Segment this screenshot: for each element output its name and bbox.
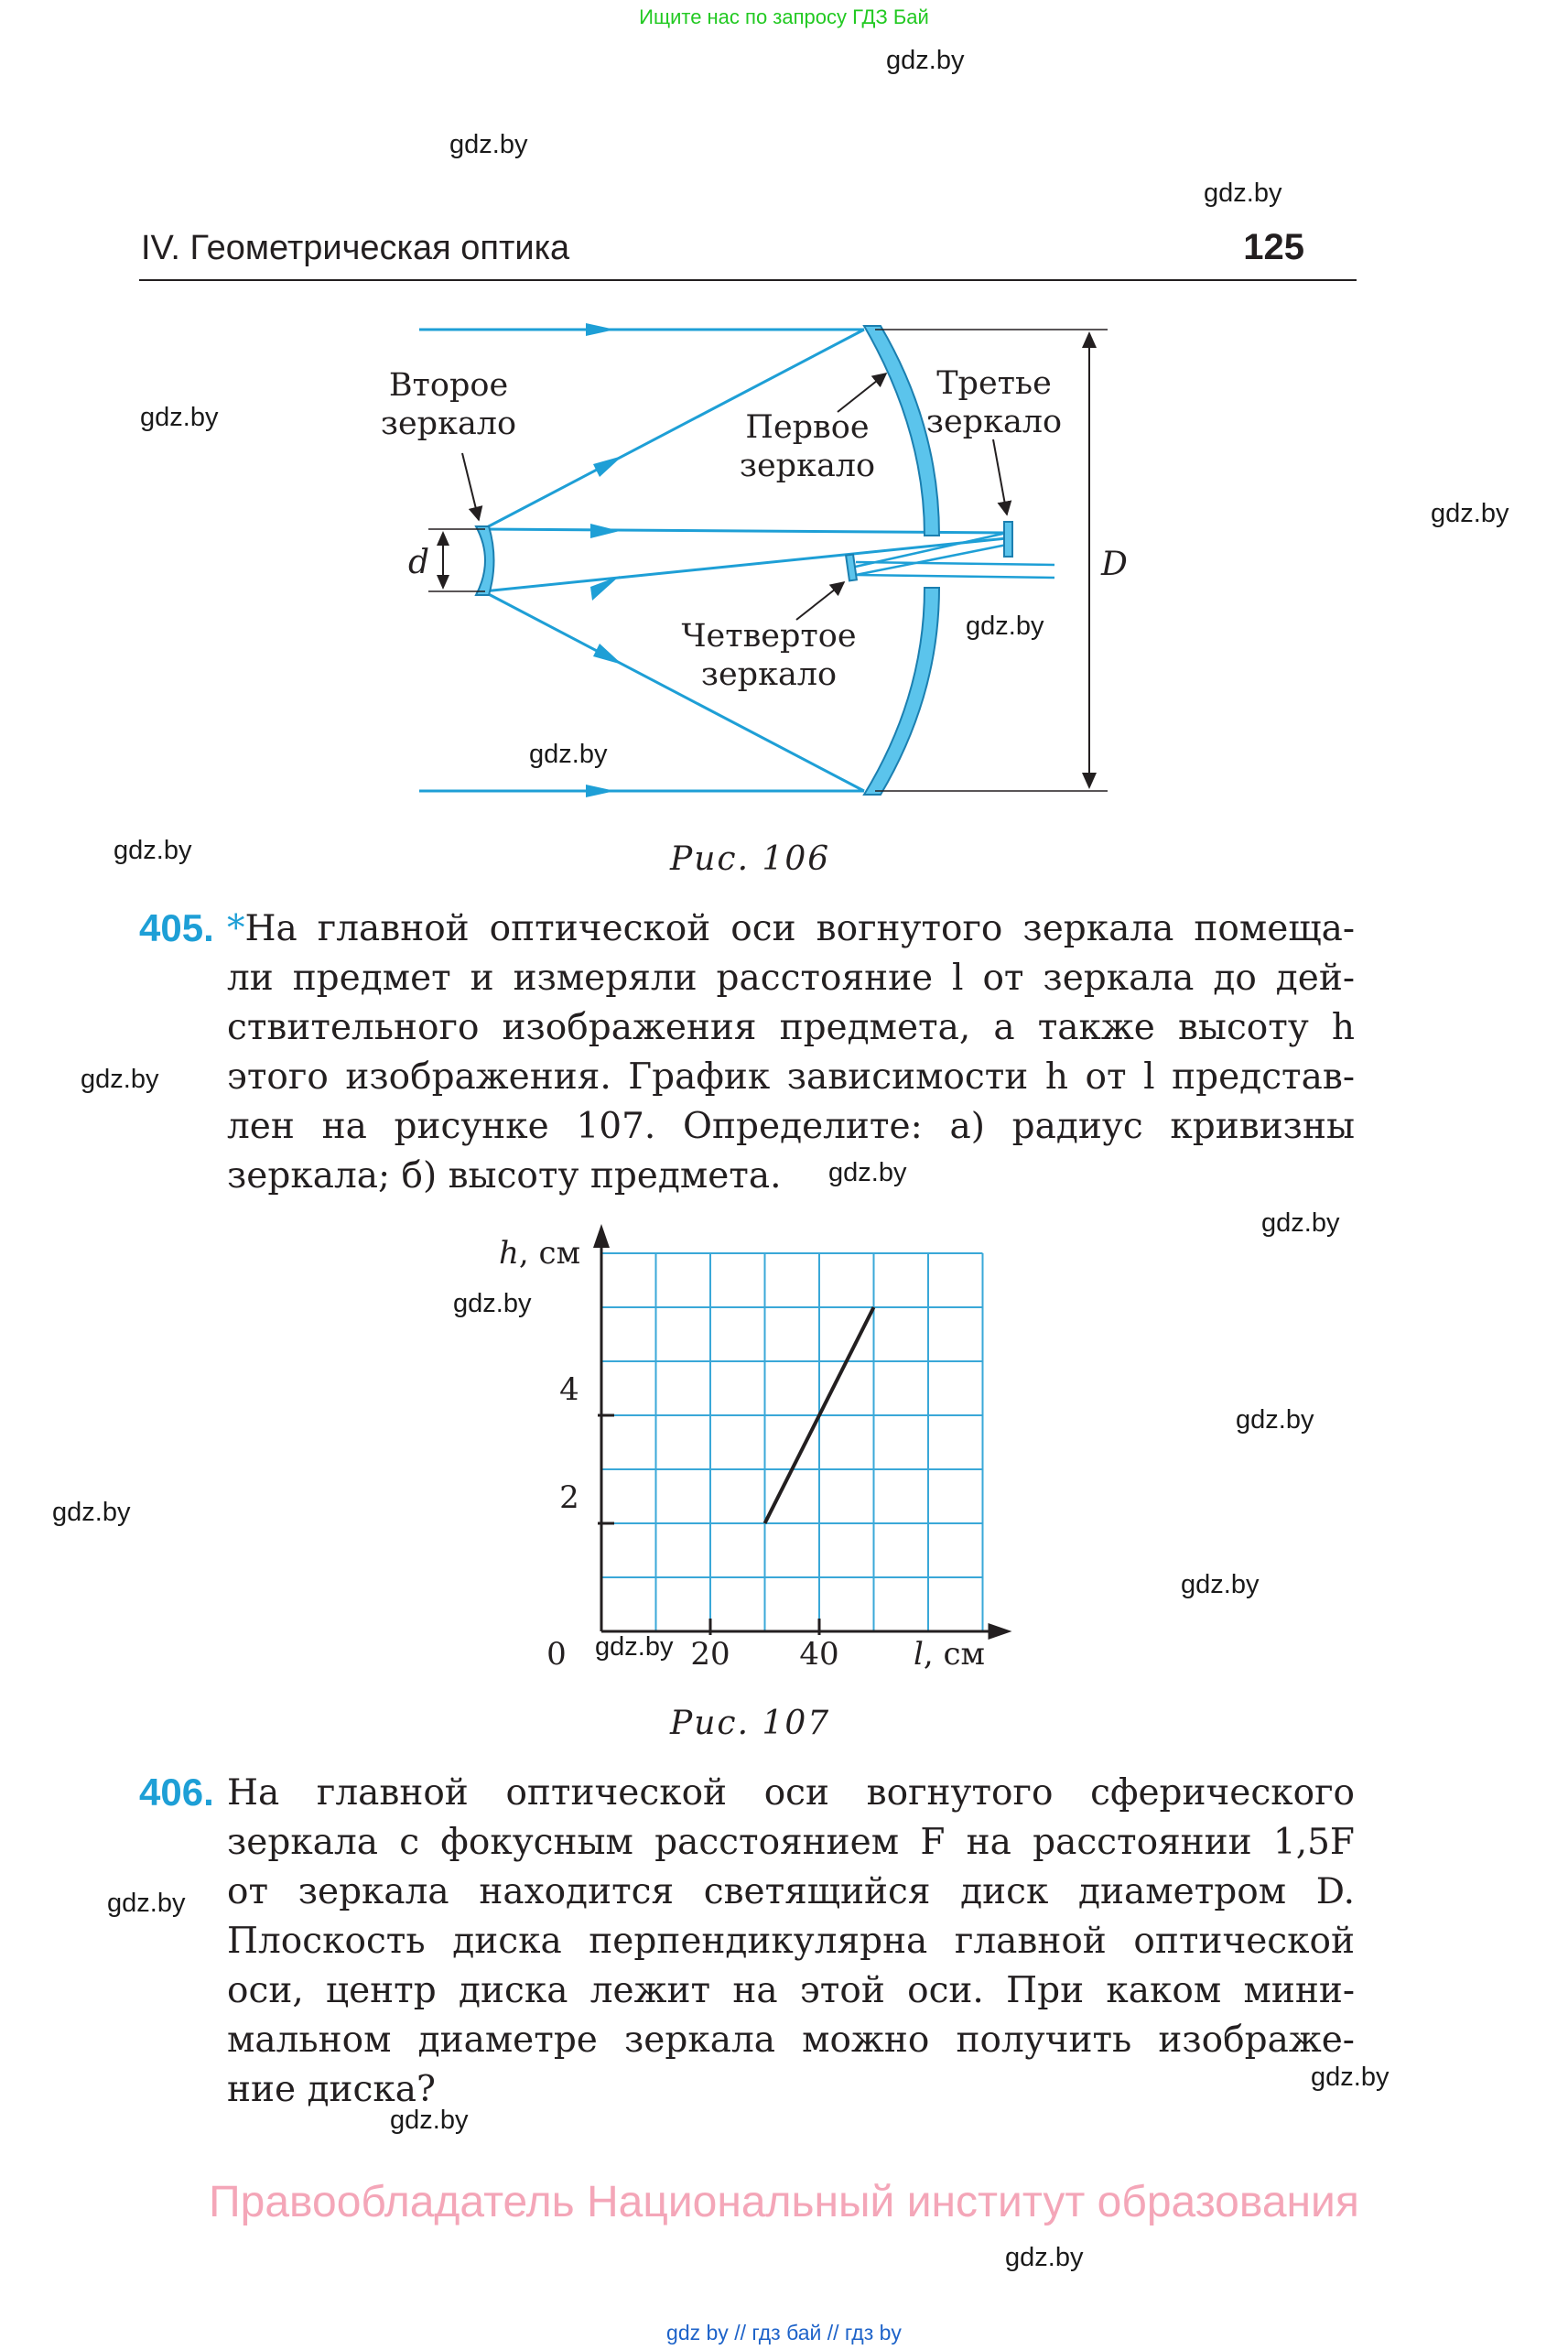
ray-arrow [593, 456, 622, 477]
label-second-mirror: Второе [388, 367, 509, 404]
watermark: gdz.by [828, 1158, 907, 1187]
page-number: 125 [1243, 227, 1304, 267]
label-first-mirror: Первое [745, 409, 870, 446]
problem-406-line: от зеркала находится светящийся диск диаметром D. [227, 1871, 1355, 1912]
watermark: gdz.by [114, 836, 192, 865]
figure-106-diagram [0, 0, 1568, 861]
figure-107-chart [0, 1218, 1568, 1694]
problem-405-line: этого изображения. График зависимости h от l представ- [227, 1056, 1355, 1098]
top-banner: Ищите нас по запросу ГДЗ Бай [639, 5, 929, 28]
ray-arrow [590, 524, 620, 538]
x-axis-arrow [989, 1623, 1012, 1640]
y-tick-label-2: 2 [559, 1479, 579, 1516]
watermark: gdz.by [449, 130, 528, 159]
third-mirror [1004, 522, 1012, 557]
pointer-third-mirror [993, 439, 1007, 514]
label-third-mirror: зеркало [925, 404, 1063, 440]
chart-grid [601, 1253, 983, 1631]
problem-406-line: зеркала с фокусным расстоянием F на расстоянии 1,5F [227, 1822, 1355, 1863]
ray-output [856, 562, 1054, 565]
watermark: gdz.by [529, 740, 608, 769]
problem-406-line: мальном диаметре зеркала можно получить изображе- [227, 2020, 1355, 2061]
watermark: gdz.by [1261, 1208, 1340, 1238]
D-arrow-up [1082, 331, 1097, 348]
ray-arrow [586, 785, 615, 797]
problem-406-line: оси, центр диска лежит на этой оси. При каком мини- [227, 1970, 1355, 2011]
watermark: gdz.by [453, 1289, 532, 1318]
label-fourth-mirror: Четвертое [681, 618, 857, 655]
x-axis-label: l, см [914, 1636, 985, 1673]
D-arrow-down [1082, 773, 1097, 789]
y-axis-arrow [593, 1224, 610, 1248]
fourth-mirror [846, 555, 857, 581]
label-first-mirror: зеркало [739, 448, 876, 484]
watermark: gdz.by [1181, 1570, 1260, 1599]
d-arrow-down [437, 575, 449, 590]
pointer-first-mirror [838, 374, 886, 412]
watermark: gdz.by [140, 403, 219, 432]
watermark: gdz.by [595, 1632, 674, 1662]
bottom-links[interactable]: gdz by // гдз бай // гдз by [666, 2321, 902, 2345]
label-D: D [1101, 546, 1128, 583]
watermark: gdz.by [81, 1065, 159, 1094]
watermark: gdz.by [886, 46, 965, 75]
watermark: gdz.by [1005, 2243, 1084, 2272]
problem-405-number: 405. [139, 906, 214, 949]
problem-406-text [227, 1769, 1355, 2115]
label-second-mirror: зеркало [380, 406, 517, 442]
watermark: gdz.by [1431, 499, 1509, 528]
figure-106-caption: Рис. 106 [670, 840, 831, 878]
label-fourth-mirror: зеркало [700, 656, 838, 693]
section-title: IV. Геометрическая оптика [141, 229, 570, 267]
problem-405-line: На главной оптической оси вогнутого зеркала помеща- [244, 908, 1355, 949]
problem-406-line: На главной оптической оси вогнутого сферического [227, 1772, 1355, 1814]
watermark: gdz.by [390, 2106, 469, 2135]
problem-406-line: Плоскость диска перпендикулярна главной оптической [227, 1921, 1355, 1962]
watermark: gdz.by [52, 1498, 131, 1527]
watermark: gdz.by [107, 1889, 186, 1918]
problem-406-line: ние диска? [227, 2069, 436, 2110]
y-tick-label-4: 4 [559, 1371, 579, 1408]
copyright-note: Правообладатель Национальный институт образования [209, 2178, 1359, 2226]
ray-arrow [586, 323, 615, 336]
problem-406-number: 406. [139, 1771, 214, 1814]
label-third-mirror: Третье [936, 365, 1052, 402]
watermark: gdz.by [966, 612, 1044, 641]
watermark: gdz.by [1236, 1405, 1314, 1435]
y-axis-label: h, см [499, 1235, 581, 1272]
pointer-second-mirror [462, 453, 479, 520]
pointer-fourth-mirror [796, 582, 844, 620]
first-mirror-lower [864, 588, 939, 795]
ray-arrow [593, 644, 622, 665]
watermark: gdz.by [1311, 2063, 1390, 2092]
d-arrow-up [437, 531, 449, 546]
x-tick-label-40: 40 [799, 1636, 839, 1673]
x-tick-label-20: 20 [690, 1636, 730, 1673]
problem-405-line: зеркала; б) высоту предмета. [227, 1155, 782, 1197]
label-d: d [408, 544, 430, 581]
problem-405-line: лен на рисунке 107. Определите: а) радиус кривизны [227, 1106, 1355, 1147]
watermark: gdz.by [1204, 179, 1282, 208]
figure-107-caption: Рис. 107 [670, 1705, 831, 1742]
star-mark: * [227, 908, 245, 949]
problem-405-line: ли предмет и измеряли расстояние l от зеркала до дей- [227, 958, 1355, 999]
problem-405-text [227, 904, 1355, 1201]
origin-label: 0 [546, 1636, 567, 1673]
ray-to-third-bottom [483, 538, 1007, 591]
problem-405-line: ствительного изображения предмета, а также высоту h [227, 1007, 1355, 1048]
ray-output [856, 575, 1054, 578]
second-mirror [476, 526, 494, 595]
